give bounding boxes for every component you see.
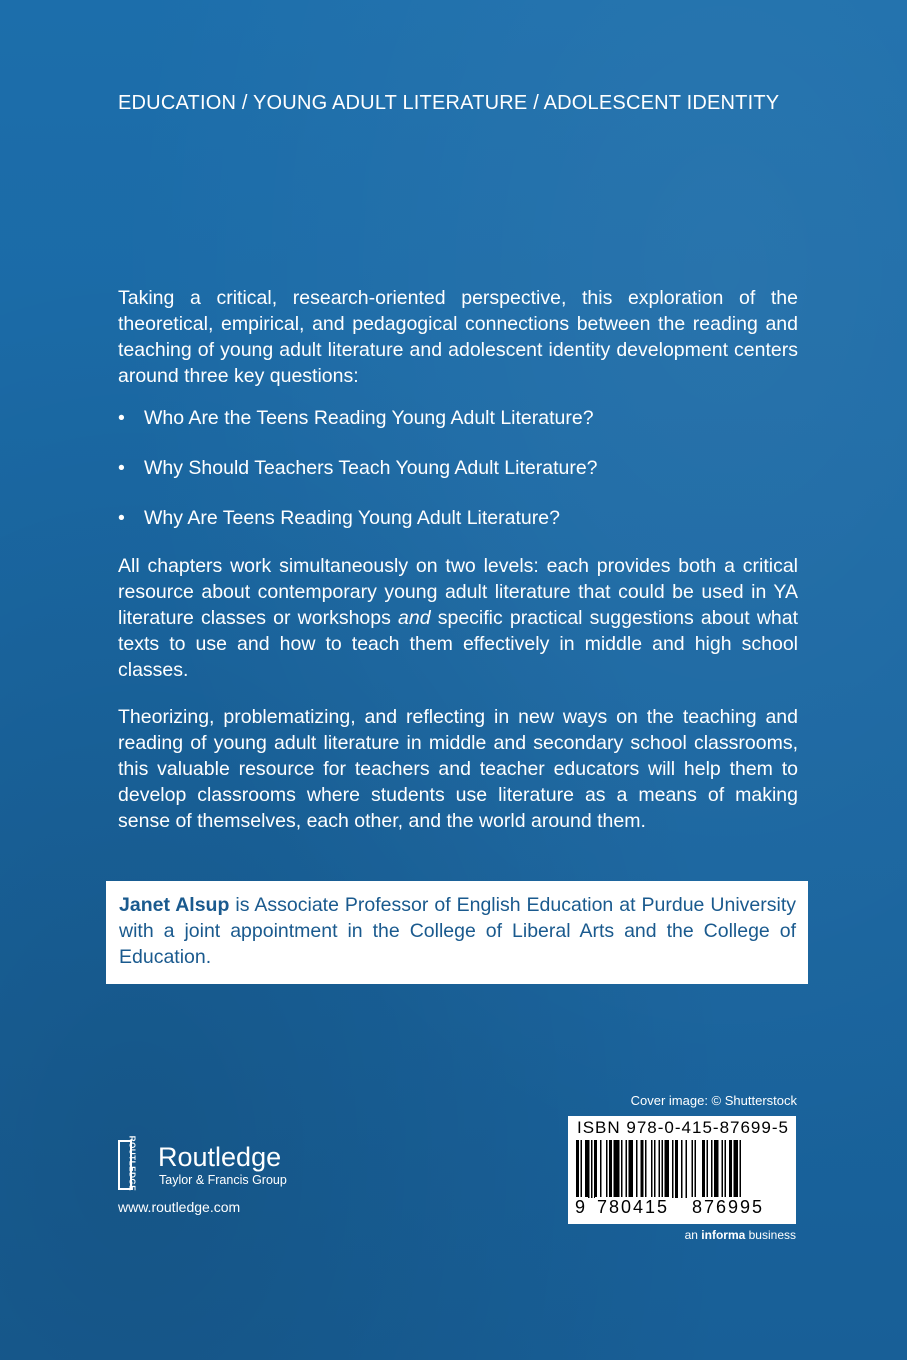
barcode-left-digits: 780415 xyxy=(597,1197,670,1217)
levels-text-before: All chapters work simultaneously on two levels: each provides both a critical resource about contemporary young adult literature that could be used in YA literature classes or workshops xyxy=(118,555,798,629)
barcode-bar xyxy=(585,1140,590,1198)
question-item: • Who Are the Teens Reading Young Adult Literature? xyxy=(118,405,798,431)
isbn-label: ISBN 978-0-415-87699-5 xyxy=(577,1118,789,1137)
barcode-bar xyxy=(707,1140,709,1198)
barcode-bar xyxy=(614,1140,620,1198)
barcode-bar xyxy=(641,1140,644,1198)
cover-image-credit: Cover image: © Shutterstock xyxy=(630,1093,797,1108)
barcode-bar xyxy=(686,1140,688,1198)
barcode-bar xyxy=(665,1140,670,1198)
informa-business-mark xyxy=(680,1228,796,1242)
barcode-bar xyxy=(725,1140,727,1198)
barcode-bar xyxy=(695,1140,697,1198)
question-list xyxy=(118,405,798,531)
barcode-bar xyxy=(600,1140,602,1198)
intro-paragraph: Taking a critical, research-oriented perspective, this exploration of the theoretical, empirical, and pedagogical connections between the reading and teaching of young adult literature and adolescent identity development centers around three key questions: xyxy=(118,287,798,387)
publisher-vertical-text: ROUTLEDGE xyxy=(127,1135,137,1192)
barcode-bar xyxy=(654,1140,656,1198)
barcode-bar xyxy=(734,1140,739,1198)
barcode-bar xyxy=(692,1140,694,1198)
barcode-bar xyxy=(606,1140,608,1198)
barcode-bar xyxy=(711,1140,713,1198)
category-line: EDUCATION / YOUNG ADULT LITERATURE / ADOLESCENT IDENTITY xyxy=(118,92,780,114)
barcode-bar xyxy=(591,1140,593,1198)
barcode-bar xyxy=(609,1140,612,1198)
informa-prefix: an xyxy=(684,1228,702,1242)
barcode-bar xyxy=(629,1140,634,1198)
levels-text-after: specific practical suggestions about what texts to use and how to teach them effectively in middle and high school classes. xyxy=(118,607,799,681)
isbn-barcode xyxy=(568,1116,796,1224)
barcode-bar xyxy=(675,1140,678,1198)
author-name: Janet Alsup xyxy=(119,894,230,916)
barcode-bar xyxy=(636,1140,638,1198)
closing-paragraph: Theorizing, problematizing, and reflecting in new ways on the teaching and reading of young adult literature in middle and secondary school classrooms, this valuable resource for teachers and teacher educators will help them to develop classrooms where students use literature as a means of making sense of themselves, each other, and the world around them. xyxy=(118,706,798,832)
barcode-first-digit: 9 xyxy=(575,1197,588,1217)
barcode-digits xyxy=(568,1197,796,1221)
barcode-bar xyxy=(672,1140,674,1198)
levels-emphasis: and xyxy=(398,607,431,629)
publisher-url: www.routledge.com xyxy=(118,1199,241,1215)
barcode-bar xyxy=(714,1140,719,1198)
levels-paragraph xyxy=(118,553,798,683)
barcode-bar xyxy=(594,1140,597,1198)
description xyxy=(118,285,798,855)
routledge-logo-icon xyxy=(118,1135,137,1192)
publisher-logo xyxy=(118,1135,338,1192)
question-item: • Why Should Teachers Teach Young Adult Literature? xyxy=(118,455,798,481)
barcode-bar xyxy=(626,1140,628,1198)
barcode-right-digits: 876995 xyxy=(692,1197,765,1217)
author-bio-box xyxy=(106,881,808,984)
barcode-bar xyxy=(722,1140,724,1198)
barcode-bar xyxy=(621,1140,623,1198)
informa-suffix: business xyxy=(745,1228,796,1242)
publisher-group: Taylor & Francis Group xyxy=(159,1173,287,1187)
publisher-name: Routledge xyxy=(158,1142,282,1172)
barcode-bar xyxy=(729,1140,732,1198)
author-bio-text: is Associate Professor of English Education at Purdue University with a joint appointment in the College of Liberal Arts and the College of Education. xyxy=(119,894,796,968)
barcode-bar xyxy=(681,1140,683,1198)
barcode-bar xyxy=(702,1140,705,1198)
barcode-bar xyxy=(645,1140,647,1198)
question-item: • Why Are Teens Reading Young Adult Literature? xyxy=(118,505,798,531)
barcode-bar xyxy=(651,1140,653,1198)
informa-brand: informa xyxy=(701,1228,746,1242)
